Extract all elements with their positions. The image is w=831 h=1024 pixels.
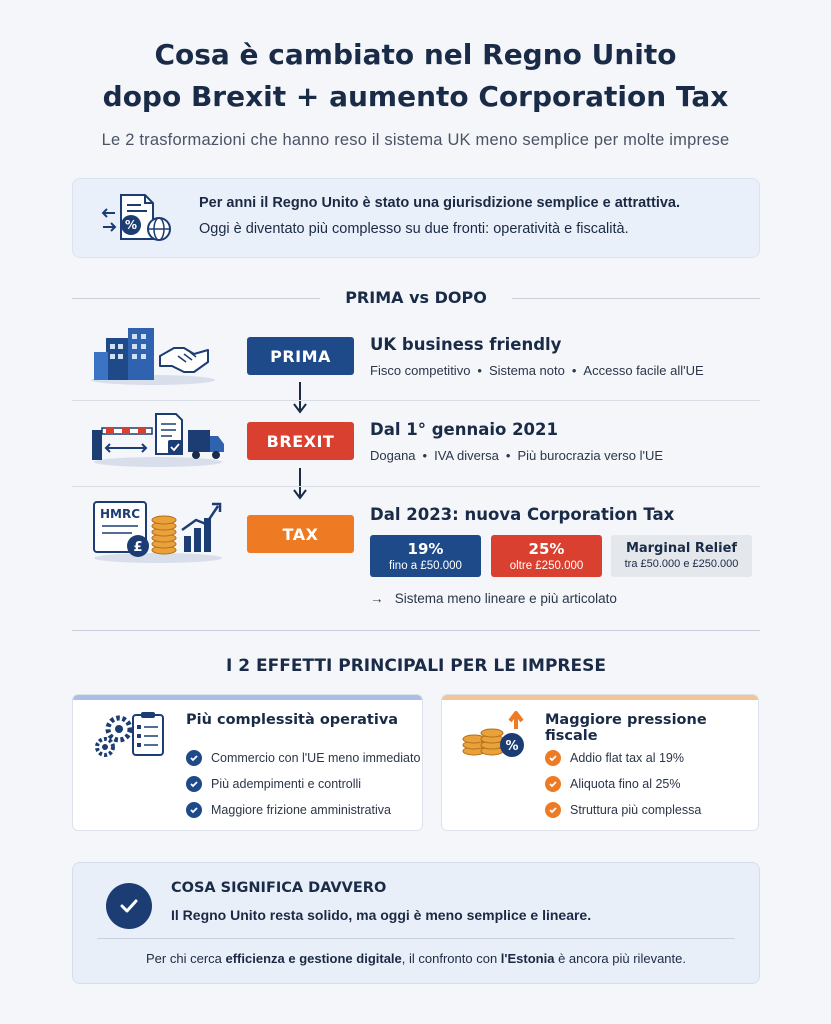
list-item	[545, 771, 701, 797]
list-item	[186, 745, 420, 771]
check-icon	[545, 802, 561, 818]
row-item: Sistema noto	[488, 363, 565, 378]
page-title	[0, 34, 831, 118]
list-item	[186, 797, 420, 823]
list-item-text: Più adempimenti e controlli	[211, 777, 362, 791]
intro-box	[72, 178, 760, 258]
rate-value: 19%	[407, 540, 444, 558]
tax-note	[370, 591, 617, 606]
list-item-text: Addio flat tax al 19%	[570, 751, 684, 765]
row-separator	[72, 486, 760, 487]
check-icon	[186, 776, 202, 792]
page-subtitle: Le 2 trasformazioni che hanno reso il sistema UK meno semplice per molte imprese	[101, 131, 730, 149]
arrow-right-icon: →	[370, 591, 384, 606]
rate-box-marginal-relief	[611, 535, 752, 577]
percent-text: %	[505, 739, 519, 754]
row-item: Fisco competitivo	[370, 363, 471, 378]
check-icon	[186, 750, 202, 766]
title-line-1: Cosa è cambiato nel Regno Unito	[154, 38, 677, 71]
row-item: Dogana	[370, 448, 416, 463]
check-icon	[545, 776, 561, 792]
intro-line-1: Per anni il Regno Unito è stato una giurisdizione semplice e attrattiva.	[199, 195, 681, 211]
tag-prima	[247, 337, 354, 375]
card-list	[545, 745, 701, 823]
arrow-down-icon	[290, 380, 310, 416]
tag-label: BREXIT	[266, 431, 335, 451]
effect-card-operational	[72, 694, 423, 831]
list-item	[545, 797, 701, 823]
list-item-text: Struttura più complessa	[570, 803, 702, 817]
check-circle-icon	[106, 883, 152, 929]
tag-label: TAX	[282, 524, 319, 544]
row-items-brexit: Dogana • IVA diversa • Più burocrazia verso l'UE	[370, 448, 664, 463]
bottom-bold: efficienza e gestione digitale	[225, 951, 402, 966]
card-accent-bar	[73, 695, 422, 700]
document-globe-icon	[101, 191, 179, 252]
conclusion-line: Il Regno Unito resta solido, ma oggi è meno semplice e lineare.	[171, 907, 592, 923]
row-item: Più burocrazia verso l'UE	[517, 448, 664, 463]
rate-range: oltre £250.000	[509, 560, 584, 572]
card-list	[186, 745, 420, 823]
row-items-prima: Fisco competitivo • Sistema noto • Accesso facile all'UE	[370, 363, 704, 378]
row-item: Accesso facile all'UE	[583, 363, 704, 378]
comparison-heading: PRIMA vs DOPO	[345, 288, 487, 307]
tax-note-text: Sistema meno lineare e più articolato	[394, 591, 617, 606]
hmrc-coins-chart-icon	[88, 496, 228, 569]
list-item-text: Maggiore frizione amministrativa	[211, 803, 391, 817]
tag-tax	[247, 515, 354, 553]
row-title-tax: Dal 2023: nuova Corporation Tax	[370, 505, 675, 524]
effects-heading: I 2 EFFETTI PRINCIPALI PER LE IMPRESE	[225, 656, 606, 676]
divider-line	[72, 630, 760, 631]
list-item	[186, 771, 420, 797]
conclusion-heading: COSA SIGNIFICA DAVVERO	[171, 880, 387, 896]
row-title-prima: UK business friendly	[370, 335, 562, 354]
title-line-2: dopo Brexit + aumento Corporation Tax	[102, 80, 729, 113]
buildings-handshake-icon	[88, 322, 218, 391]
check-icon	[186, 802, 202, 818]
pound-text: £	[133, 540, 143, 555]
conclusion-bottom	[73, 951, 759, 966]
row-separator	[72, 400, 760, 401]
tag-brexit	[247, 422, 354, 460]
bottom-bold: l'Estonia	[500, 951, 555, 966]
rate-value: 25%	[528, 540, 565, 558]
rate-range: tra £50.000 e £250.000	[624, 558, 739, 570]
effect-card-fiscal	[441, 694, 759, 831]
customs-barrier-truck-icon	[88, 408, 228, 473]
bottom-text: , il confronto con	[401, 951, 501, 966]
bottom-text: Per chi cerca	[146, 951, 226, 966]
list-item-text: Aliquota fino al 25%	[570, 777, 681, 791]
svg-text:%: %	[124, 218, 138, 232]
gears-checklist-icon	[93, 711, 167, 764]
intro-line-2: Oggi è diventato più complesso su due fronti: operatività e fiscalità.	[199, 221, 629, 237]
divider-line	[97, 938, 735, 939]
row-title-brexit: Dal 1° gennaio 2021	[370, 420, 558, 439]
arrow-down-icon	[290, 466, 310, 502]
hmrc-text: HMRC	[99, 507, 141, 521]
coins-percent-icon	[460, 709, 534, 766]
row-item: IVA diversa	[434, 448, 499, 463]
card-title: Più complessità operativa	[186, 712, 399, 728]
rate-range: fino a £50.000	[389, 560, 462, 572]
rate-value: Marginal Relief	[625, 541, 738, 556]
list-item	[545, 745, 701, 771]
rate-box-25	[491, 535, 602, 577]
card-title: Maggiore pressione fiscale	[545, 712, 707, 744]
check-icon	[545, 750, 561, 766]
list-item-text: Commercio con l'UE meno immediato	[211, 751, 421, 765]
rate-box-19	[370, 535, 481, 577]
card-accent-bar	[442, 695, 758, 700]
bottom-text: è ancora più rilevante.	[554, 951, 686, 966]
tag-label: PRIMA	[270, 346, 331, 366]
conclusion-box	[72, 862, 760, 984]
